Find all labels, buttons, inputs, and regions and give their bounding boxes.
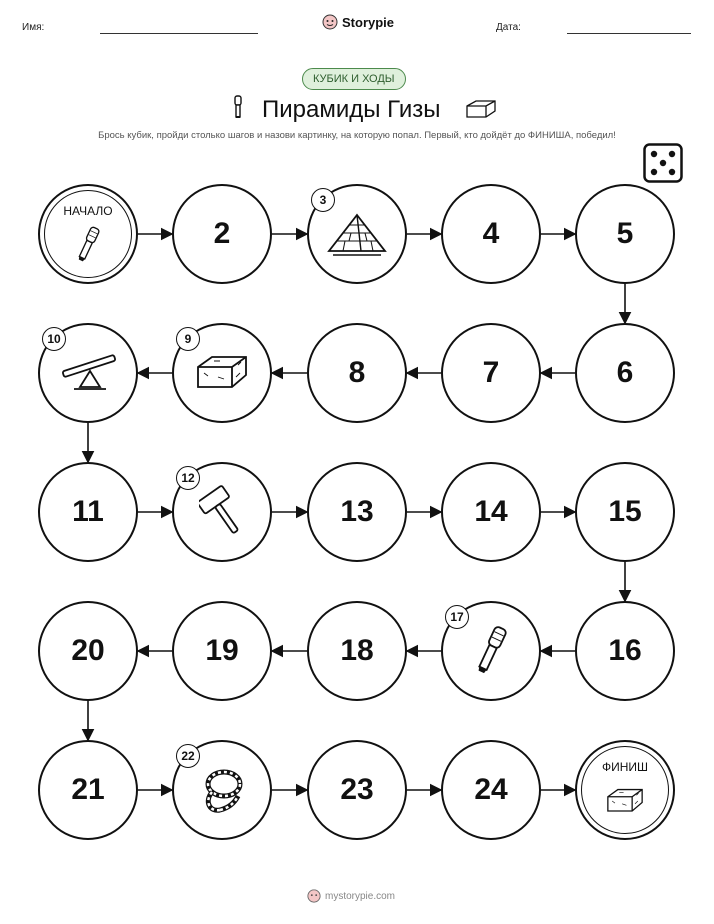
stone-block-icon bbox=[605, 781, 645, 821]
board-cell-11[interactable] bbox=[38, 462, 138, 562]
cell-number: 5 bbox=[616, 217, 634, 250]
board-cell-15[interactable] bbox=[575, 462, 675, 562]
dice-icon[interactable] bbox=[643, 143, 683, 188]
cell-number: 18 bbox=[340, 634, 374, 667]
brand-name: Storypie bbox=[342, 14, 395, 30]
rope-icon bbox=[194, 762, 250, 818]
lever-icon bbox=[56, 353, 120, 393]
cell-number: 13 bbox=[340, 495, 374, 528]
footer bbox=[307, 889, 395, 903]
cell-number-badge: 9 bbox=[176, 327, 200, 351]
board-cell-19[interactable] bbox=[172, 601, 272, 701]
cell-number: 24 bbox=[474, 773, 508, 806]
cell-number-badge: 10 bbox=[42, 327, 66, 351]
activity-badge: КУБИК И ХОДЫ bbox=[302, 68, 406, 90]
date-line[interactable] bbox=[567, 33, 691, 34]
start-label: НАЧАЛО bbox=[63, 204, 113, 218]
storypie-mascot-icon bbox=[307, 889, 321, 903]
finish-cell[interactable] bbox=[575, 740, 675, 840]
cell-number-badge: 12 bbox=[176, 466, 200, 490]
cell-number: 8 bbox=[348, 356, 366, 389]
footer-url[interactable]: mystorypie.com bbox=[325, 890, 396, 902]
brand-logo bbox=[322, 14, 394, 30]
cell-number-badge: 3 bbox=[311, 188, 335, 212]
board-cell-4[interactable] bbox=[441, 184, 541, 284]
board-cell-5[interactable] bbox=[575, 184, 675, 284]
cell-number: 20 bbox=[71, 634, 105, 667]
cell-number-badge: 17 bbox=[445, 605, 469, 629]
instructions: Брось кубик, пройди столько шагов и назови картинку, на которую попал. Первый, кто дойдёт до ФИНИША, победил! bbox=[98, 130, 616, 141]
chisel-icon bbox=[469, 624, 513, 678]
board-cell-14[interactable] bbox=[441, 462, 541, 562]
chisel-icon bbox=[68, 225, 108, 265]
cell-number: 11 bbox=[72, 495, 104, 528]
cell-number-badge: 22 bbox=[176, 744, 200, 768]
cell-number: 14 bbox=[474, 495, 508, 528]
board-cell-21[interactable] bbox=[38, 740, 138, 840]
cell-number: 6 bbox=[616, 356, 634, 389]
board-cell-24[interactable] bbox=[441, 740, 541, 840]
pyramid-icon bbox=[325, 211, 389, 257]
board-cell-7[interactable] bbox=[441, 323, 541, 423]
board-cell-13[interactable] bbox=[307, 462, 407, 562]
board-cell-20[interactable] bbox=[38, 601, 138, 701]
name-line[interactable] bbox=[100, 33, 258, 34]
page-title: Пирамиды Гизы bbox=[262, 96, 441, 123]
board-cell-8[interactable] bbox=[307, 323, 407, 423]
cell-number: 4 bbox=[482, 217, 500, 250]
finish-label: ФИНИШ bbox=[601, 760, 649, 774]
storypie-mascot-icon bbox=[322, 14, 338, 30]
cell-number: 7 bbox=[482, 356, 500, 389]
mallet-icon bbox=[199, 484, 245, 540]
cell-number: 23 bbox=[340, 773, 374, 806]
board-cell-2[interactable] bbox=[172, 184, 272, 284]
title-stone-icon bbox=[464, 98, 498, 125]
cell-number: 16 bbox=[608, 634, 642, 667]
cell-number: 15 bbox=[608, 495, 642, 528]
date-label: Дата: bbox=[496, 22, 521, 33]
cell-number: 2 bbox=[213, 217, 231, 250]
board-cell-16[interactable] bbox=[575, 601, 675, 701]
cell-number: 21 bbox=[71, 773, 105, 806]
title-chisel-icon bbox=[228, 94, 248, 125]
board-cell-18[interactable] bbox=[307, 601, 407, 701]
cell-number: 19 bbox=[205, 634, 239, 667]
board-cell-6[interactable] bbox=[575, 323, 675, 423]
start-cell[interactable] bbox=[38, 184, 138, 284]
stone-block-icon bbox=[194, 353, 250, 393]
name-label: Имя: bbox=[22, 22, 45, 33]
board-cell-23[interactable] bbox=[307, 740, 407, 840]
